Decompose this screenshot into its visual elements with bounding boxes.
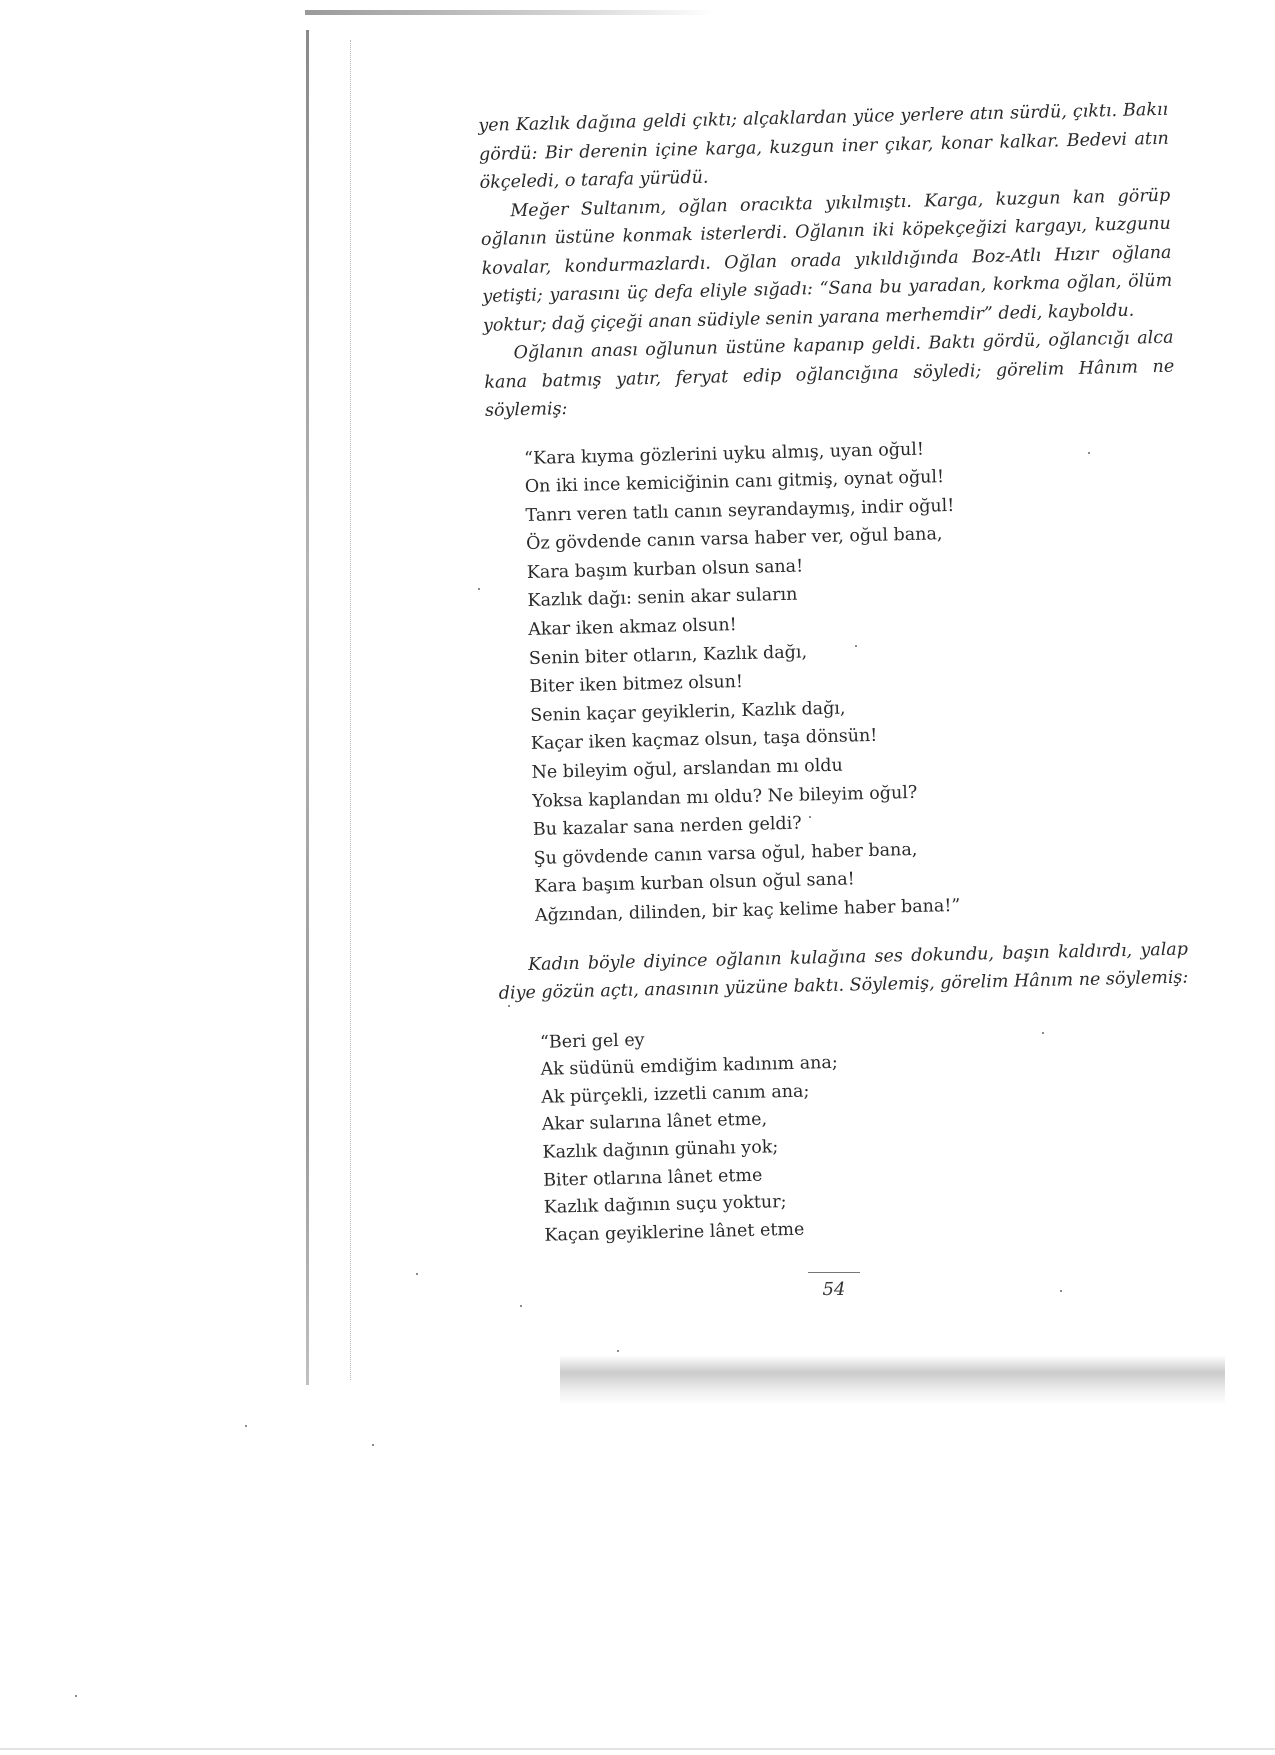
verse-line: Yoksa kaplandan mı oldu? Ne bileyim oğul?: [532, 782, 918, 812]
scan-bottom-line: [0, 1748, 1275, 1750]
scan-speck: [1042, 1032, 1044, 1034]
page-number: 54: [808, 1272, 860, 1300]
page-top-edge-shadow: [305, 10, 715, 15]
verse-line: Bu kazalar sana nerden geldi?: [532, 813, 802, 841]
verse-line: Kazlık dağı: senin akar suların: [527, 585, 798, 612]
verse-line: “Beri gel ey: [539, 1029, 645, 1053]
verse-line: Öz gövdende canın varsa haber ver, oğul bana,: [525, 524, 943, 555]
page-left-edge-shadow: [306, 30, 309, 1385]
verse-reply: [540, 1014, 1195, 1250]
scan-speck: [520, 1305, 522, 1307]
verse-line: Biter otlarına lânet etme: [542, 1165, 763, 1191]
verse-line: Tanrı veren tatlı canın seyrandaymış, indir oğul!: [525, 495, 955, 526]
scan-speck: [478, 588, 480, 590]
prose-section-2: [498, 935, 1189, 1008]
scan-speck: [1060, 1290, 1062, 1292]
scan-speck: [617, 1350, 619, 1352]
verse-line: Senin biter otların, Kazlık dağı,: [528, 642, 808, 669]
verse-line: On iki ince kemiciğinin canı gitmiş, oynat oğul!: [524, 467, 945, 498]
scan-speck: [809, 816, 811, 818]
scan-speck: [855, 645, 857, 647]
verse-line: Kaçan geyiklerine lânet etme: [544, 1219, 805, 1246]
paragraph-2: Meğer Sultanım, oğlan oracıkta yıkılmıştı. Karga, kuzgun kan görüp oğlanın üstüne konmak isterlerdi. Oğlanın iki köpekçeğizi kargayı, kuzgunu kovalar, kondurmazlardı. Oğlan orada yıkıldığında Boz-Atlı Hızır oğlana yetişti; yarasını üç defa eliyle sığadı: “Sana bu yaradan, korkma oğlan, ölüm yoktur; dağ çiçeği anan südiyle senin yarana merhemdir” dedi, kayboldu.: [480, 185, 1173, 336]
verse-line: Kazlık dağının günahı yok;: [542, 1137, 779, 1163]
scan-speck: [508, 1005, 510, 1007]
verse-line: Senin kaçar geyiklerin, Kazlık dağı,: [530, 698, 846, 726]
scan-speck: [75, 1695, 77, 1697]
scan-speck: [1088, 452, 1090, 454]
verse-line: Ak pürçekli, izzetli canım ana;: [541, 1081, 810, 1108]
verse-line: Kaçar iken kaçmaz olsun, taşa dönsün!: [530, 726, 878, 755]
verse-lament: [524, 429, 1187, 930]
scan-speck: [372, 1444, 374, 1446]
verse-line: Ağzından, dilinden, bir kaç kelime haber bana!”: [534, 895, 961, 926]
verse-line: “Kara kıyma gözlerini uyku almış, uyan oğul!: [523, 439, 925, 469]
page-binding-line: [350, 40, 352, 1380]
scan-speck: [416, 1273, 418, 1275]
verse-line: Ne bileyim oğul, arslandan mı oldu: [531, 755, 844, 783]
paragraph-1: yen Kazlık dağına geldi çıktı; alçaklardan yüce yerlere atın sürdü, çıktı. Bakıı gördü: Bir derenin içine karga, kuzgun iner çıkar, konar kalkar. Bedevi atın ökçeledi, o tarafa yürüdü.: [478, 99, 1170, 193]
prose-section-1: [478, 96, 1175, 426]
page-body: [478, 96, 1195, 1251]
verse-line: Şu gövdende canın varsa oğul, haber bana,: [533, 839, 918, 869]
scan-speck: [245, 1425, 247, 1427]
paragraph-3: Oğlanın anası oğlunun üstüne kapanıp geldi. Baktı gördü, oğlancığı alca kana batmış yatır, feryat edip oğlancığına söyledi; görelim Hânım ne söylemiş:: [484, 327, 1175, 421]
verse-line: Kara başım kurban olsun oğul sana!: [534, 869, 855, 898]
verse-line: Akar sularına lânet etme,: [541, 1109, 768, 1136]
verse-line: Kazlık dağının suçu yoktur;: [543, 1192, 787, 1218]
verse-line: Akar iken akmaz olsun!: [527, 615, 737, 641]
verse-line: Biter iken bitmez olsun!: [529, 672, 744, 698]
page-bottom-shadow: [560, 1355, 1225, 1405]
verse-line: Ak südünü emdiğim kadınım ana;: [540, 1052, 838, 1080]
verse-line: Kara başım kurban olsun sana!: [526, 556, 804, 583]
paragraph-4: Kadın böyle diyince oğlanın kulağına ses dokundu, başın kaldırdı, yalap diye gözün açtı, anasının yüzüne baktı. Söylemiş, görelim Hânım ne söylemiş:: [498, 939, 1189, 1004]
